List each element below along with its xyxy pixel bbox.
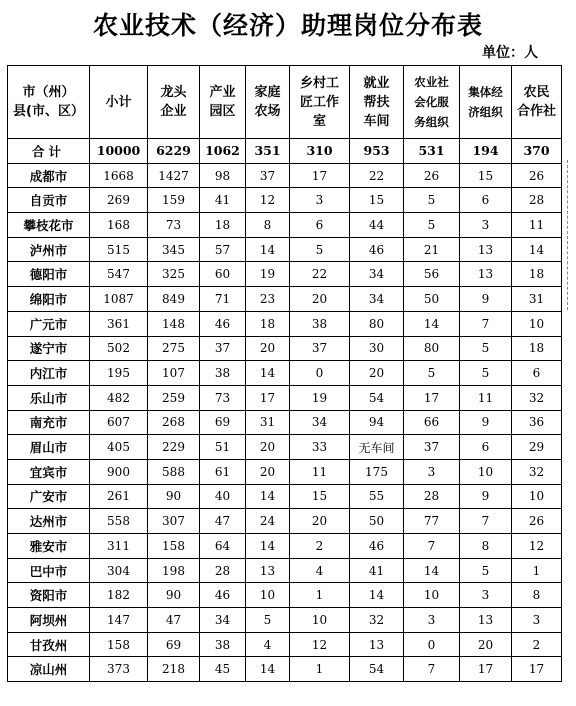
table-cell: 69 (200, 410, 246, 435)
table-cell: 3 (460, 583, 512, 608)
table-cell: 558 (90, 509, 148, 534)
table-cell: 46 (350, 237, 404, 262)
table-row (8, 657, 562, 682)
table-cell: 5 (460, 361, 512, 386)
table-cell: 1 (290, 583, 350, 608)
table-cell: 38 (200, 632, 246, 657)
table-cell: 37 (246, 163, 290, 188)
table-cell: 14 (350, 583, 404, 608)
table-cell: 14 (246, 237, 290, 262)
table-row (8, 385, 562, 410)
total-row (8, 139, 562, 164)
table-cell: 46 (200, 583, 246, 608)
table-cell: 311 (90, 534, 148, 559)
table-cell: 307 (148, 509, 200, 534)
region-name: 雅安市 (8, 534, 90, 559)
table-row (8, 558, 562, 583)
table-cell: 268 (148, 410, 200, 435)
table-cell: 158 (90, 632, 148, 657)
table-row (8, 484, 562, 509)
table-cell: 6 (460, 435, 512, 460)
table-cell: 7 (404, 534, 460, 559)
table-cell: 2 (290, 534, 350, 559)
region-name: 宜宾市 (8, 459, 90, 484)
table-cell: 46 (200, 311, 246, 336)
table-cell: 11 (512, 213, 562, 238)
table-cell: 77 (404, 509, 460, 534)
table-row (8, 632, 562, 657)
table-cell: 275 (148, 336, 200, 361)
region-name: 资阳市 (8, 583, 90, 608)
total-label: 合计 (8, 139, 90, 164)
table-cell: 38 (200, 361, 246, 386)
table-cell: 259 (148, 385, 200, 410)
table-row (8, 311, 562, 336)
table-cell: 9 (460, 287, 512, 312)
table-cell: 31 (512, 287, 562, 312)
distribution-table (7, 65, 562, 682)
region-name: 遂宁市 (8, 336, 90, 361)
table-cell: 373 (90, 657, 148, 682)
table-cell: 351 (246, 139, 290, 164)
table-cell: 18 (512, 262, 562, 287)
table-cell: 13 (460, 608, 512, 633)
table-cell: 953 (350, 139, 404, 164)
table-cell: 47 (148, 608, 200, 633)
table-cell: 5 (246, 608, 290, 633)
table-cell: 30 (350, 336, 404, 361)
table-cell: 370 (512, 139, 562, 164)
table-row (8, 336, 562, 361)
table-row (8, 361, 562, 386)
table-cell: 34 (200, 608, 246, 633)
table-cell: 1 (290, 657, 350, 682)
table-row (8, 163, 562, 188)
table-cell: 13 (246, 558, 290, 583)
table-row (8, 262, 562, 287)
header-subtotal: 小计 (90, 66, 148, 139)
table-cell: 10 (512, 311, 562, 336)
table-cell: 80 (350, 311, 404, 336)
table-cell: 168 (90, 213, 148, 238)
table-cell: 5 (404, 213, 460, 238)
table-cell: 6229 (148, 139, 200, 164)
table-cell: 98 (200, 163, 246, 188)
page-title: 农业技术（经济）助理岗位分布表 (92, 11, 483, 40)
region-name: 自贡市 (8, 188, 90, 213)
table-cell: 6 (460, 188, 512, 213)
table-cell: 5 (460, 558, 512, 583)
table-cell: 361 (90, 311, 148, 336)
table-cell: 55 (350, 484, 404, 509)
table-cell: 10 (460, 459, 512, 484)
table-cell: 57 (200, 237, 246, 262)
table-cell: 17 (512, 657, 562, 682)
table-row (8, 608, 562, 633)
table-cell: 60 (200, 262, 246, 287)
table-cell: 194 (460, 139, 512, 164)
table-cell: 502 (90, 336, 148, 361)
region-name: 达州市 (8, 509, 90, 534)
table-cell: 54 (350, 657, 404, 682)
table-cell: 10 (290, 608, 350, 633)
table-cell: 13 (350, 632, 404, 657)
header-leading-enterprise: 龙头 企业 (148, 66, 200, 139)
table-cell: 28 (200, 558, 246, 583)
table-row (8, 188, 562, 213)
region-name: 眉山市 (8, 435, 90, 460)
table-cell: 5 (404, 188, 460, 213)
table-cell: 1 (512, 558, 562, 583)
region-name: 巴中市 (8, 558, 90, 583)
table-row (8, 459, 562, 484)
header-cooperative: 农民 合作社 (512, 66, 562, 139)
table-cell: 50 (350, 509, 404, 534)
table-cell: 4 (290, 558, 350, 583)
table-cell: 46 (350, 534, 404, 559)
table-cell: 34 (350, 287, 404, 312)
table-cell: 18 (200, 213, 246, 238)
table-cell: 34 (290, 410, 350, 435)
table-cell: 0 (404, 632, 460, 657)
table-cell: 32 (512, 385, 562, 410)
table-cell: 405 (90, 435, 148, 460)
region-name: 绵阳市 (8, 287, 90, 312)
table-cell: 23 (246, 287, 290, 312)
table-cell: 10000 (90, 139, 148, 164)
table-cell: 10 (512, 484, 562, 509)
table-cell: 41 (350, 558, 404, 583)
table-cell: 32 (350, 608, 404, 633)
table-cell: 12 (246, 188, 290, 213)
table-cell: 7 (460, 311, 512, 336)
table-cell: 19 (246, 262, 290, 287)
table-cell: 849 (148, 287, 200, 312)
region-name: 广元市 (8, 311, 90, 336)
table-cell: 15 (290, 484, 350, 509)
table-row (8, 435, 562, 460)
header-collective-economy: 集体经 济组织 (460, 66, 512, 139)
table-cell: 218 (148, 657, 200, 682)
table-cell: 345 (148, 237, 200, 262)
table-cell: 515 (90, 237, 148, 262)
table-cell: 900 (90, 459, 148, 484)
table-cell: 73 (200, 385, 246, 410)
table-cell: 37 (290, 336, 350, 361)
table-cell: 61 (200, 459, 246, 484)
table-cell: 51 (200, 435, 246, 460)
table-cell: 45 (200, 657, 246, 682)
table-cell: 50 (404, 287, 460, 312)
table-cell: 32 (512, 459, 562, 484)
table-cell: 22 (290, 262, 350, 287)
table-cell: 20 (460, 632, 512, 657)
table-cell: 29 (512, 435, 562, 460)
table-cell: 9 (460, 484, 512, 509)
unit-label: 单位：人 (482, 45, 538, 61)
table-cell: 531 (404, 139, 460, 164)
table-cell: 175 (350, 459, 404, 484)
table-cell: 31 (246, 410, 290, 435)
table-cell: 0 (290, 361, 350, 386)
table-cell: 5 (460, 336, 512, 361)
table-cell: 34 (350, 262, 404, 287)
table-cell: 19 (290, 385, 350, 410)
table-cell: 14 (246, 534, 290, 559)
region-name: 攀枝花市 (8, 213, 90, 238)
table-cell: 6 (290, 213, 350, 238)
table-cell: 4 (246, 632, 290, 657)
table-cell: 20 (246, 336, 290, 361)
table-cell: 182 (90, 583, 148, 608)
table-row (8, 213, 562, 238)
table-row (8, 509, 562, 534)
table-cell: 14 (246, 657, 290, 682)
table-cell: 5 (404, 361, 460, 386)
header-row (8, 66, 562, 139)
table-cell: 15 (350, 188, 404, 213)
table-cell: 17 (404, 385, 460, 410)
table-cell: 3 (404, 459, 460, 484)
region-name: 广安市 (8, 484, 90, 509)
table-cell: 198 (148, 558, 200, 583)
table-cell: 36 (512, 410, 562, 435)
region-name: 凉山州 (8, 657, 90, 682)
header-craftsman-studio: 乡村工 匠工作 室 (290, 66, 350, 139)
table-cell: 28 (404, 484, 460, 509)
region-name: 乐山市 (8, 385, 90, 410)
table-cell: 14 (246, 361, 290, 386)
table-cell: 5 (290, 237, 350, 262)
table-cell: 261 (90, 484, 148, 509)
region-name: 阿坝州 (8, 608, 90, 633)
table-cell: 7 (404, 657, 460, 682)
table-cell: 13 (460, 237, 512, 262)
table-cell: 147 (90, 608, 148, 633)
table-cell: 24 (246, 509, 290, 534)
table-cell: 94 (350, 410, 404, 435)
table-cell: 54 (350, 385, 404, 410)
table-cell: 37 (200, 336, 246, 361)
region-name: 内江市 (8, 361, 90, 386)
table-row (8, 583, 562, 608)
table-cell: 3 (404, 608, 460, 633)
table-cell: 44 (350, 213, 404, 238)
table-cell: 14 (404, 311, 460, 336)
table-cell: 20 (350, 361, 404, 386)
table-cell: 14 (246, 484, 290, 509)
table-cell: 547 (90, 262, 148, 287)
table-cell: 90 (148, 583, 200, 608)
header-employment-workshop: 就业 帮扶 车间 (350, 66, 404, 139)
table-cell: 12 (512, 534, 562, 559)
table-cell: 1062 (200, 139, 246, 164)
table-cell: 6 (512, 361, 562, 386)
table-row (8, 287, 562, 312)
table-cell: 269 (90, 188, 148, 213)
region-name: 德阳市 (8, 262, 90, 287)
table-cell: 40 (200, 484, 246, 509)
table-cell: 325 (148, 262, 200, 287)
table-cell: 9 (460, 410, 512, 435)
table-cell: 3 (290, 188, 350, 213)
table-cell: 14 (404, 558, 460, 583)
table-cell: 8 (512, 583, 562, 608)
table-cell: 8 (460, 534, 512, 559)
table-cell: 80 (404, 336, 460, 361)
table-cell: 304 (90, 558, 148, 583)
table-cell: 18 (512, 336, 562, 361)
table-cell: 11 (460, 385, 512, 410)
table-row (8, 534, 562, 559)
table-cell: 26 (512, 509, 562, 534)
table-cell: 22 (350, 163, 404, 188)
edge-divider (567, 160, 569, 310)
table-cell: 11 (290, 459, 350, 484)
table-cell: 14 (512, 237, 562, 262)
table-cell: 90 (148, 484, 200, 509)
table-cell: 20 (290, 287, 350, 312)
header-family-farm: 家庭 农场 (246, 66, 290, 139)
table-cell: 20 (246, 459, 290, 484)
table-cell: 17 (460, 657, 512, 682)
table-cell: 195 (90, 361, 148, 386)
table-cell: 38 (290, 311, 350, 336)
table-cell: 482 (90, 385, 148, 410)
table-cell: 47 (200, 509, 246, 534)
table-cell: 1668 (90, 163, 148, 188)
region-name: 南充市 (8, 410, 90, 435)
table-cell: 10 (246, 583, 290, 608)
table-cell: 1427 (148, 163, 200, 188)
region-name: 甘孜州 (8, 632, 90, 657)
table-cell: 56 (404, 262, 460, 287)
region-name: 泸州市 (8, 237, 90, 262)
table-cell: 158 (148, 534, 200, 559)
table-cell: 20 (290, 509, 350, 534)
table-cell: 73 (148, 213, 200, 238)
table-cell: 310 (290, 139, 350, 164)
table-cell: 159 (148, 188, 200, 213)
region-name: 成都市 (8, 163, 90, 188)
table-cell: 3 (512, 608, 562, 633)
table-cell: 69 (148, 632, 200, 657)
table-cell: 71 (200, 287, 246, 312)
table-row (8, 237, 562, 262)
table-cell: 20 (246, 435, 290, 460)
table-cell: 607 (90, 410, 148, 435)
table-cell: 8 (246, 213, 290, 238)
table-row (8, 410, 562, 435)
table-cell: 41 (200, 188, 246, 213)
table-cell: 12 (290, 632, 350, 657)
table-cell: 37 (404, 435, 460, 460)
table-cell: 13 (460, 262, 512, 287)
table-cell: 26 (512, 163, 562, 188)
table-cell: 21 (404, 237, 460, 262)
table-cell: 7 (460, 509, 512, 534)
table-cell: 33 (290, 435, 350, 460)
table-cell: 64 (200, 534, 246, 559)
table-cell: 17 (246, 385, 290, 410)
table-cell: 148 (148, 311, 200, 336)
table-cell: 66 (404, 410, 460, 435)
table-cell: 28 (512, 188, 562, 213)
table-cell: 无车间 (350, 435, 404, 460)
table-cell: 18 (246, 311, 290, 336)
table-cell: 3 (460, 213, 512, 238)
table-cell: 588 (148, 459, 200, 484)
table-cell: 15 (460, 163, 512, 188)
header-region: 市（州） 县(市、区） (8, 66, 90, 139)
table-cell: 2 (512, 632, 562, 657)
table-cell: 26 (404, 163, 460, 188)
table-cell: 10 (404, 583, 460, 608)
table-cell: 229 (148, 435, 200, 460)
table-cell: 107 (148, 361, 200, 386)
table-cell: 1087 (90, 287, 148, 312)
table-cell: 17 (290, 163, 350, 188)
header-industrial-park: 产业 园区 (200, 66, 246, 139)
header-service-organization: 农业社 会化服 务组织 (404, 66, 460, 139)
